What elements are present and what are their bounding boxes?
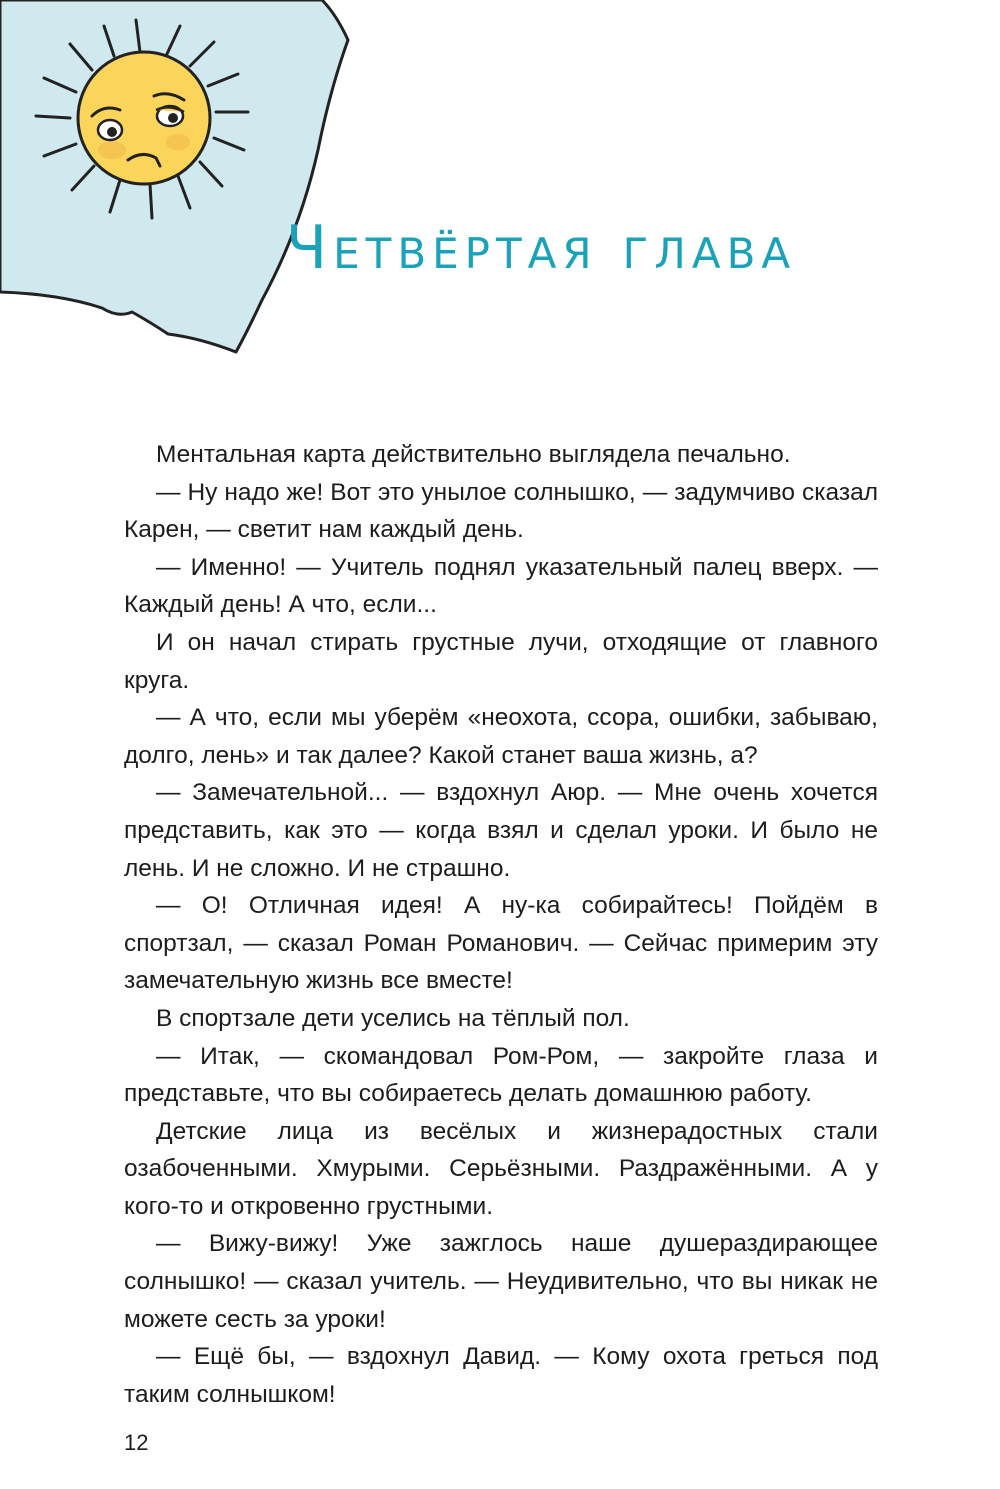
paragraph: — Итак, — скомандовал Ром-Ром, — закройте глаза и представьте, что вы собираетесь делать домашнюю работу. bbox=[124, 1042, 878, 1108]
paragraph: И он начал стирать грустные лучи, отходящие от главного круга. bbox=[124, 628, 878, 694]
paragraph: Ментальная карта действительно выглядела печально. bbox=[156, 441, 791, 468]
paragraph: — Ну надо же! Вот это унылое солнышко, — задумчиво сказал Карен, — светит нам каждый день. bbox=[124, 478, 878, 544]
paragraph: — Замечательной... — вздохнул Аюр. — Мне очень хочется представить, как это — когда взял и сделал уроки. И было не лень. И не сложно. И не страшно. bbox=[124, 779, 878, 882]
sad-sun-illustration bbox=[0, 0, 380, 380]
paragraph: — А что, если мы уберём «неохота, ссора, ошибки, забываю, долго, лень» и так далее? Какой станет ваша жизнь, а? bbox=[124, 704, 878, 769]
sun-face bbox=[78, 52, 210, 184]
paragraph: Детские лица из весёлых и жизнерадостных стали озабоченными. Хмурыми. Серьёзными. Раздражёнными. А у кого-то и откровенно грустными. bbox=[124, 1117, 878, 1220]
chapter-title: Четвёртая глава bbox=[286, 213, 797, 283]
paragraph: — Вижу-вижу! Уже зажглось наше душераздирающее солнышко! — сказал учитель. — Неудивительно, что вы никак не можете сесть за уроки! bbox=[124, 1230, 878, 1333]
page-number: 12 bbox=[124, 1430, 149, 1455]
paragraph: — Ещё бы, — вздохнул Давид. — Кому охота греться под таким солнышком! bbox=[124, 1343, 878, 1408]
paragraph: В спортзале дети уселись на тёплый пол. bbox=[156, 1004, 630, 1032]
paragraph: — Именно! — Учитель поднял указательный палец вверх. — Каждый день! А что, если... bbox=[124, 553, 878, 619]
chapter-body bbox=[124, 436, 878, 1413]
paragraph: — О! Отличная идея! А ну-ка собирайтесь! Пойдём в спортзал, — сказал Роман Романович. — Сейчас примерим эту замечательную жизнь все вместе! bbox=[124, 892, 878, 995]
